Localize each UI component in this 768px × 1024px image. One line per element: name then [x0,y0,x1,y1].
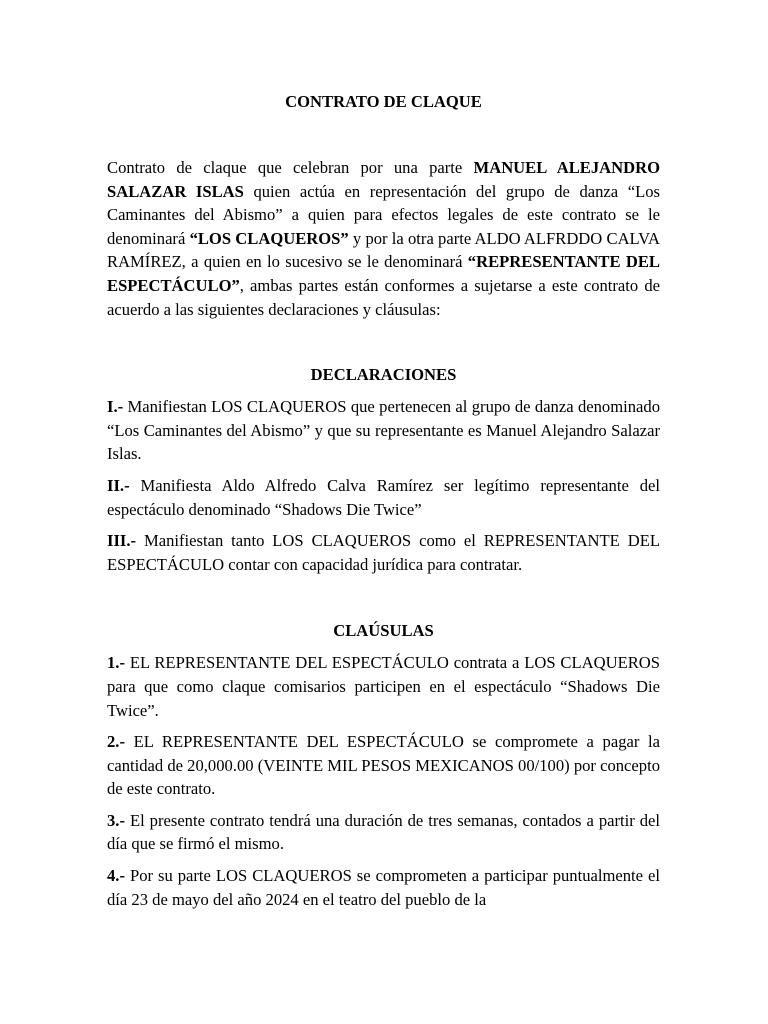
declaracion-text: Manifiesta Aldo Alfredo Calva Ramírez ser legítimo representante del espectáculo denominado “Shadows Die Twice” [107,475,660,519]
clausula-text: EL REPRESENTANTE DEL ESPECTÁCULO se compromete a pagar la cantidad de 20,000.00 (VEINTE MIL PESOS MEXICANOS 00/100) por concepto de este contrato. [107,732,660,799]
clausula-text: El presente contrato tendrá una duración de tres semanas, contados a partir del día que se firmó el mismo. [107,810,660,854]
declaracion-item [107,529,660,576]
clausula-item [107,651,660,722]
declaracion-number: II.- [107,475,130,495]
intro-party-1-name: MANUEL ALEJANDRO SALAZAR ISLAS [107,158,660,201]
intro-text-4: , ambas partes están conformes a sujetarse a este contrato de acuerdo a las siguientes declaraciones y cláusulas: [107,275,660,319]
declaracion-number: I.- [107,397,124,417]
declaracion-item [107,474,660,521]
clausula-item [107,864,660,911]
intro-text-2: quien actúa en representación del grupo de danza “Los Caminantes del Abismo” a quien para efectos legales de este contrato se le denominará [107,181,660,248]
clausula-text: EL REPRESENTANTE DEL ESPECTÁCULO contrata a LOS CLAQUEROS para que como claque comisarios participen en el espectáculo “Shadows Die Twice”. [107,653,660,720]
clausulas-heading: CLAÚSULAS [333,621,434,641]
document-title: CONTRATO DE CLAQUE [285,92,482,111]
clausula-number: 4.- [107,866,125,886]
clausula-number: 3.- [107,810,125,830]
declaraciones-heading: DECLARACIONES [310,365,457,385]
intro-claqueros-term: “LOS CLAQUEROS” [189,228,349,248]
clausula-number: 2.- [107,732,125,752]
declaracion-text: Manifiestan tanto LOS CLAQUEROS como el REPRESENTANTE DEL ESPECTÁCULO contar con capacidad jurídica para contratar. [107,531,660,574]
intro-text-1: Contrato de claque que celebran por una parte [107,158,474,177]
clausula-text: Por su parte LOS CLAQUEROS se comprometen a participar puntualmente el día 23 de mayo del año 2024 en el teatro del pueblo de la [107,866,660,909]
intro-paragraph [107,156,660,321]
clausula-number: 1.- [107,653,125,673]
declaracion-number: III.- [107,531,137,551]
document-page [107,90,660,911]
declaracion-text: Manifiestan LOS CLAQUEROS que pertenecen al grupo de danza denominado “Los Caminantes del Abismo” y que su representante es Manuel Alejandro Salazar Islas. [107,397,660,464]
declaracion-item [107,395,660,466]
intro-representante-term: “REPRESENTANTE DEL ESPECTÁCULO” [107,252,660,295]
clausula-item [107,730,660,801]
intro-text-3: y por la otra parte ALDO ALFRDDO CALVA RAMÍREZ, a quien en lo sucesivo se le denominará [107,228,660,272]
clausula-item [107,809,660,856]
